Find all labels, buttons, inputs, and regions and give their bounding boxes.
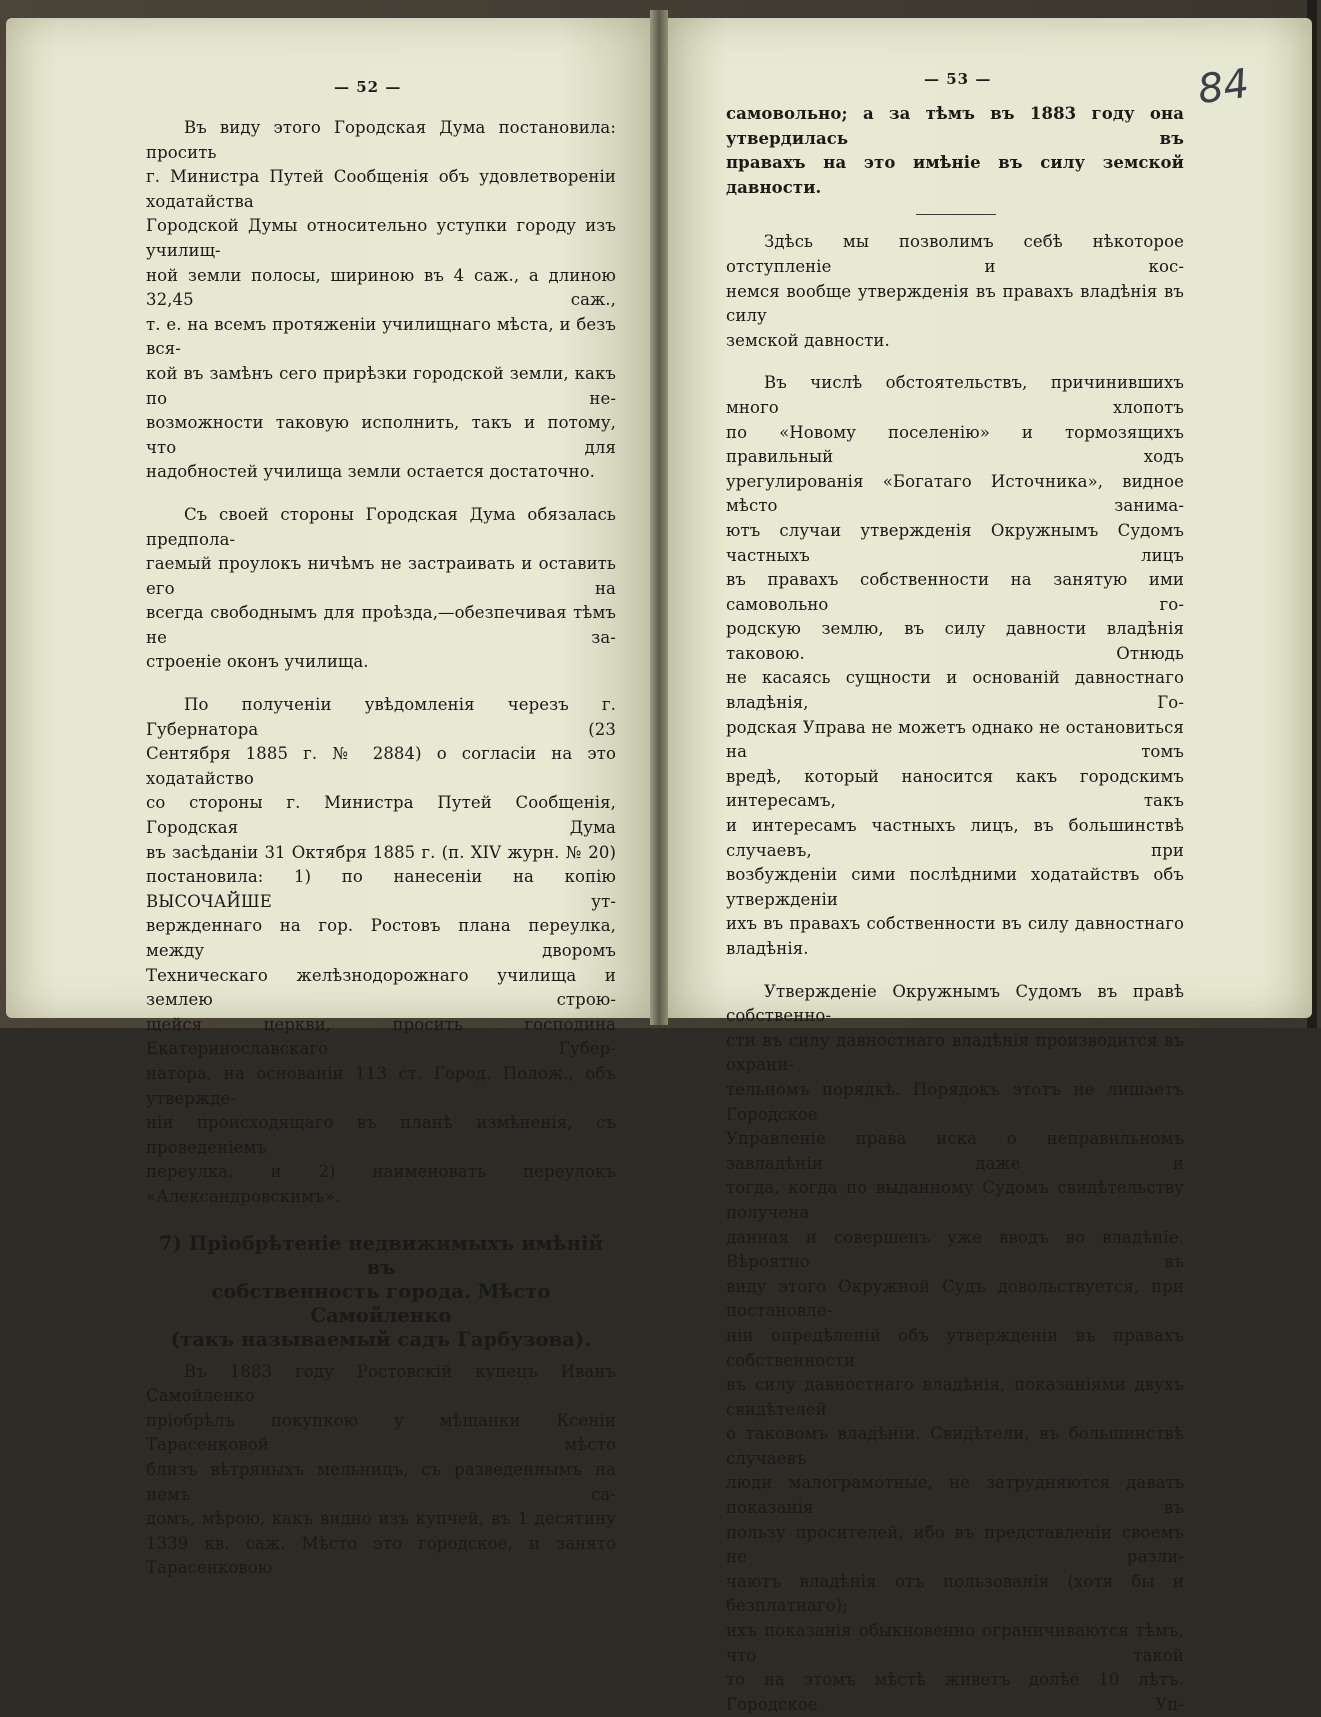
text-line: вредѣ, который наносится какъ городскимъ интересамъ, такъ bbox=[726, 766, 1184, 811]
text-line: люди малограмотные, не затрудняются давать показанія въ bbox=[726, 1473, 1184, 1518]
text-line: натора, на основаніи 113 ст. Город. Полож., объ утвержде- bbox=[146, 1063, 616, 1108]
text-line: г. Министра Путей Сообщенія объ удовлетвореніи ходатайства bbox=[146, 167, 616, 211]
text-line: строеніе оконъ училища. bbox=[146, 652, 369, 672]
text-line: тельномъ порядкѣ. Порядокъ этотъ не лишаетъ Городское bbox=[726, 1079, 1184, 1124]
text-line: Здѣсь мы позволимъ себѣ нѣкоторое отступленіе и кос- bbox=[726, 232, 1184, 276]
section-divider bbox=[916, 214, 996, 215]
text-line: чаютъ владѣнія отъ пользованія (хотя бы и безплатнаго); bbox=[726, 1571, 1184, 1616]
text-line: немся вообще утвержденія въ правахъ владѣнія въ силу bbox=[726, 281, 1184, 326]
text-line: постановила: 1) по нанесеніи на копію ВЫСОЧАЙШЕ ут- bbox=[146, 867, 616, 911]
text-line: родскую землю, въ силу давности владѣнія таковою. Отнюдь bbox=[726, 619, 1184, 663]
text-line: въ засѣданіи 31 Октября 1885 г. (п. XIV журн. № 20) bbox=[146, 842, 616, 862]
text-line: и интересамъ частныхъ лицъ, въ большинствѣ случаевъ, при bbox=[726, 816, 1184, 860]
left-paragraph-1 bbox=[146, 116, 616, 485]
text-line: по «Новому поселенію» и тормозящихъ правильный ходъ bbox=[726, 422, 1184, 467]
heading-line: собственность города. Мѣсто Самойленко bbox=[211, 1279, 551, 1327]
book-gutter bbox=[650, 10, 668, 1025]
text-line: щейся церкви, просить господина Екатеринославскаго Губер- bbox=[146, 1014, 616, 1059]
text-line: пользу просителей, ибо въ представленіи своемъ не разли- bbox=[726, 1522, 1184, 1567]
right-paragraph-2 bbox=[726, 371, 1184, 961]
left-page-text bbox=[146, 116, 616, 1581]
heading-line: 7) Пріобрѣтеніе недвижимыхъ имѣній въ bbox=[158, 1231, 604, 1279]
text-line: Городской Думы относительно уступки городу изъ училищ- bbox=[146, 216, 616, 260]
text-line: 1339 кв. саж. Мѣсто это городское, и занято Тарасенковою bbox=[146, 1533, 616, 1578]
right-page-text bbox=[726, 102, 1184, 1717]
left-paragraph-3 bbox=[146, 693, 616, 1209]
text-line: въ силу давностнаго владѣнія, показаніями двухъ свидѣтелей bbox=[726, 1375, 1184, 1419]
text-line: ихъ показанія обыкновенно ограничиваются тѣмъ, что такой bbox=[726, 1621, 1184, 1665]
text-line: въ правахъ собственности на занятую ими самовольно го- bbox=[726, 570, 1184, 614]
text-line: земской давности. bbox=[726, 330, 890, 350]
right-page bbox=[662, 18, 1312, 1714]
text-line: о таковомъ владѣніи. Свидѣтели, въ большинствѣ случаевъ bbox=[726, 1424, 1184, 1468]
text-line: ніи опредѣленій объ утвержденіи въ правахъ собственности bbox=[726, 1325, 1184, 1370]
right-paragraph-1 bbox=[726, 230, 1184, 353]
page-number-right: — 53 — bbox=[924, 70, 992, 88]
text-line: гаемый проулокъ ничѣмъ не застраивать и оставить его на bbox=[146, 554, 616, 598]
text-line: ихъ въ правахъ собственности въ силу давностнаго владѣнія. bbox=[726, 914, 1184, 958]
text-line: не касаясь сущности и основаній давностнаго владѣнія, Го- bbox=[726, 668, 1184, 713]
left-paragraph-4 bbox=[146, 1360, 616, 1581]
text-line: Въ числѣ обстоятельствъ, причинившихъ много хлопотъ bbox=[726, 373, 1184, 417]
text-line: Въ виду этого Городская Дума постановила: просить bbox=[146, 118, 616, 162]
text-line: всегда свободнымъ для проѣзда,—обезпечивая тѣмъ не за- bbox=[146, 603, 616, 647]
text-line: данная и совершенъ уже вводъ во владѣніе. Вѣроятно въ bbox=[726, 1227, 1184, 1272]
text-line: урегулированія «Богатаго Источника», видное мѣсто занима- bbox=[726, 471, 1184, 516]
right-opening-lines bbox=[726, 102, 1184, 200]
left-page bbox=[6, 18, 656, 1578]
text-line: Съ своей стороны Городская Дума обязалась предпола- bbox=[146, 504, 616, 549]
text-line: надобностей училища земли остается достаточно. bbox=[146, 462, 595, 482]
text-line: возможности таковую исполнить, такъ и потому, что для bbox=[146, 413, 616, 457]
text-line: Утвержденіе Окружнымъ Судомъ въ правѣ собственно- bbox=[726, 981, 1184, 1026]
text-line: вержденнаго на гор. Ростовъ плана переулка, между дворомъ bbox=[146, 916, 616, 960]
text-line: т. е. на всемъ протяженіи училищнаго мѣста, и безъ вся- bbox=[146, 314, 616, 359]
text-line: возбужденіи сими послѣдними ходатайствъ объ утвержденіи bbox=[726, 865, 1184, 909]
right-paragraph-3 bbox=[726, 980, 1184, 1717]
handwritten-folio-number: 84 bbox=[1195, 60, 1252, 114]
text-line: ютъ случаи утвержденія Окружнымъ Судомъ частныхъ лицъ bbox=[726, 520, 1184, 565]
text-line: кой въ замѣнъ сего прирѣзки городской земли, какъ по не- bbox=[146, 363, 616, 408]
text-line: домъ, мѣрою, какъ видно изъ купчей, въ 1 десятину bbox=[146, 1509, 616, 1529]
text-line: ной земли полосы, шириною въ 4 саж., а длиною 32,45 саж., bbox=[146, 265, 616, 310]
text-line: пріобрѣлъ покупкою у мѣщанки Ксеніи Тарасенковой мѣсто bbox=[146, 1410, 616, 1455]
text-line: близъ вѣтряныхъ мельницъ, съ разведеннымъ на немъ са- bbox=[146, 1459, 616, 1504]
text-line: По полученіи увѣдомленія черезъ г. Губернатора (23 bbox=[146, 695, 616, 739]
text-line: правахъ на это имѣніе въ силу земской давности. bbox=[726, 153, 1184, 197]
text-line: Въ 1883 году Ростовскій купецъ Иванъ Самойленко bbox=[146, 1361, 616, 1406]
text-line: тогда, когда по выданному Судомъ свидѣтельству получена bbox=[726, 1178, 1184, 1222]
text-line: самовольно; а за тѣмъ въ 1883 году она утвердилась въ bbox=[726, 104, 1184, 148]
text-line: со стороны г. Министра Путей Сообщенія, Городская Дума bbox=[146, 793, 616, 838]
text-line: виду этого Окружной Судъ довольствуется, при постановле- bbox=[726, 1276, 1184, 1321]
heading-line: (такъ называемый садъ Гарбузова). bbox=[170, 1327, 592, 1351]
text-line: то на этомъ мѣстѣ живетъ долѣе 10 лѣтъ. Городское Уп- bbox=[726, 1670, 1184, 1714]
text-line: Сентября 1885 г. № 2884) о согласіи на это ходатайство bbox=[146, 744, 616, 788]
text-line: переулка, и 2) наименовать переулокъ «Александровскимъ». bbox=[146, 1162, 616, 1206]
text-line: Техническаго желѣзнодорожнаго училища и землею строю- bbox=[146, 965, 616, 1010]
text-line: Управленіе права иска о неправильномъ завладѣніи даже и bbox=[726, 1129, 1184, 1173]
text-line: сти въ силу давностнаго владѣнія производится въ охрани- bbox=[726, 1030, 1184, 1075]
page-number-left: — 52 — bbox=[334, 78, 402, 96]
left-paragraph-2 bbox=[146, 503, 616, 675]
text-line: ніи происходящаго въ планѣ измѣненія, съ проведеніемъ bbox=[146, 1113, 616, 1157]
text-line: родская Управа не можетъ однако не остановиться на томъ bbox=[726, 717, 1184, 762]
section-heading bbox=[146, 1232, 616, 1352]
